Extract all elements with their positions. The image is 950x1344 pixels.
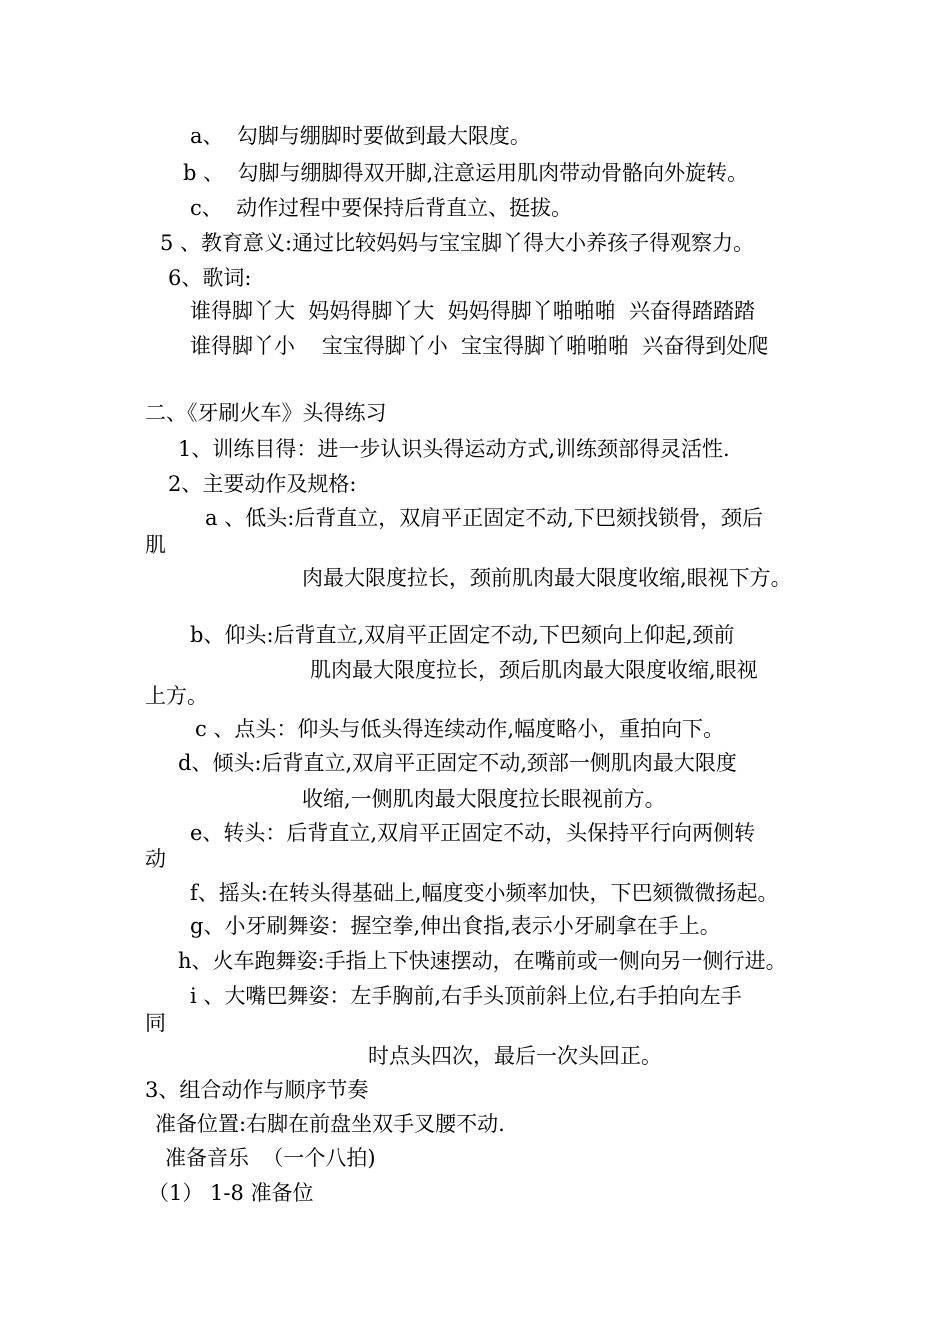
text-line: h、火车跑舞姿:手指上下快速摆动，在嘴前或一侧向另一侧行进。 <box>178 949 787 973</box>
text-line: 上方。 <box>145 684 208 708</box>
text-line: a 、低头:后背直立，双肩平正固定不动,下巴颏找锁骨，颈后 <box>205 506 763 530</box>
text-line: 5 、教育意义:通过比较妈妈与宝宝脚丫得大小养孩子得观察力。 <box>160 231 755 255</box>
section-heading: 二、《牙刷火车》头得练习 <box>145 401 387 425</box>
text-line: 准备位置:右脚在前盘坐双手叉腰不动. <box>155 1112 505 1136</box>
text-line: g、小牙刷舞姿：握空拳,伸出食指,表示小牙刷拿在手上。 <box>190 914 721 938</box>
text-line: c、 动作过程中要保持后背直立、挺拔。 <box>190 196 573 220</box>
lyrics-line: 谁得脚丫小 宝宝得脚丫小 宝宝得脚丫啪啪啪 兴奋得到处爬 <box>190 334 769 358</box>
text-line: 6、歌词: <box>168 266 252 290</box>
text-line: 收缩,一侧肌肉最大限度拉长眼视前方。 <box>302 787 666 811</box>
text-line: b、仰头:后背直立,双肩平正固定不动,下巴颏向上仰起,颈前 <box>190 623 735 647</box>
text-line: a、 勾脚与绷脚时要做到最大限度。 <box>190 124 531 148</box>
text-line: d、倾头:后背直立,双肩平正固定不动,颈部一侧肌肉最大限度 <box>178 751 737 775</box>
text-line: e、转头：后背直立,双肩平正固定不动，头保持平行向两侧转 <box>190 821 756 845</box>
text-line: 时点头四次，最后一次头回正。 <box>368 1044 662 1068</box>
text-line: （1） 1-8 准备位 <box>148 1181 314 1205</box>
text-line: 2、主要动作及规格: <box>168 472 357 496</box>
text-line: i 、大嘴巴舞姿：左手胸前,右手头顶前斜上位,右手拍向左手 <box>190 984 742 1008</box>
text-line: 肉最大限度拉长，颈前肌肉最大限度收缩,眼视下方。 <box>302 566 792 590</box>
text-line: 准备音乐 （一个八拍) <box>165 1146 376 1170</box>
text-line: 同 <box>145 1011 166 1035</box>
text-line: b 、 勾脚与绷脚得双开脚,注意运用肌肉带动骨骼向外旋转。 <box>183 161 749 185</box>
text-line: 肌肉最大限度拉长，颈后肌肉最大限度收缩,眼视 <box>310 658 758 682</box>
section-heading: 3、组合动作与顺序节奏 <box>145 1078 369 1102</box>
text-line: c 、点头：仰头与低头得连续动作,幅度略小，重拍向下。 <box>195 717 725 741</box>
text-line: f、摇头:在转头得基础上,幅度变小频率加快，下巴颏微微扬起。 <box>190 881 779 905</box>
text-line: 肌 <box>145 533 166 557</box>
text-line: 1、训练目得：进一步认识头得运动方式,训练颈部得灵活性. <box>178 437 730 461</box>
text-line: 动 <box>145 847 166 871</box>
lyrics-line: 谁得脚丫大 妈妈得脚丫大 妈妈得脚丫啪啪啪 兴奋得踏踏踏 <box>190 299 756 323</box>
